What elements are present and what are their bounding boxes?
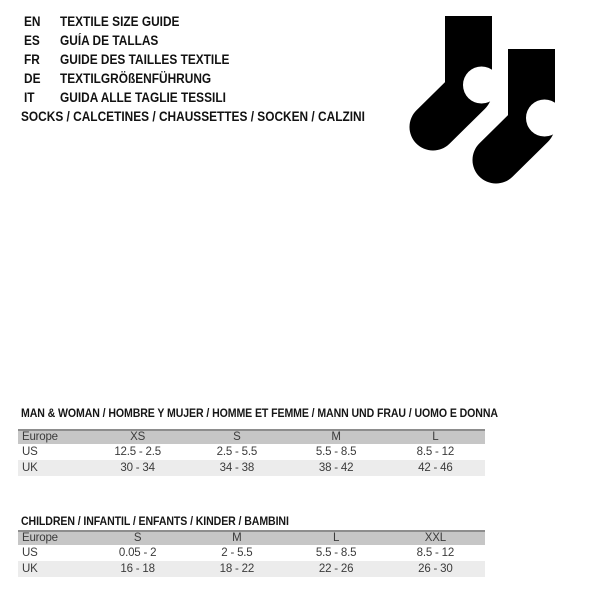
language-code: IT <box>24 90 35 105</box>
language-label: GUIDE DES TAILLES TEXTILE <box>60 52 230 67</box>
table-header-cell: M <box>331 431 341 443</box>
language-label: GUÍA DE TALLAS <box>60 33 159 48</box>
language-code: ES <box>24 33 40 48</box>
socks-icon <box>400 8 565 188</box>
language-code: EN <box>24 14 41 29</box>
size-value-cell: 34 - 38 <box>219 461 255 474</box>
row-label-cell: US <box>22 445 38 458</box>
size-value-cell: 42 - 46 <box>418 461 453 474</box>
size-value-cell: 2 - 5.5 <box>221 546 253 559</box>
language-row <box>24 69 253 88</box>
table-header-cell: L <box>333 532 340 544</box>
size-value-cell: 5.5 - 8.5 <box>315 546 357 559</box>
table-header-cell: Europe <box>22 431 58 443</box>
language-guide-list <box>24 12 253 107</box>
row-label-cell: US <box>22 546 38 559</box>
table-header-cell: XS <box>130 431 146 443</box>
size-value-cell: 0.05 - 2 <box>118 546 157 559</box>
language-label: GUIDA ALLE TAGLIE TESSILI <box>60 90 226 105</box>
category-title: SOCKS / CALCETINES / CHAUSSETTES / SOCKEN / CALZINI <box>21 109 365 124</box>
size-value-cell: 12.5 - 2.5 <box>114 445 161 458</box>
size-value-cell: 38 - 42 <box>318 461 354 474</box>
size-value-cell: 16 - 18 <box>120 562 155 575</box>
table-header-cell: XXL <box>424 532 446 544</box>
language-code: FR <box>24 52 40 67</box>
table-title-man-woman: MAN & WOMAN / HOMBRE Y MUJER / HOMME ET FEMME / MANN UND FRAU / UOMO E DONNA <box>21 406 498 420</box>
language-code: DE <box>24 71 41 86</box>
language-row <box>24 50 253 69</box>
table-row <box>18 545 485 561</box>
size-value-cell: 5.5 - 8.5 <box>315 445 357 458</box>
sock-back <box>433 16 500 127</box>
language-label: TEXTILE SIZE GUIDE <box>60 14 180 29</box>
size-value-cell: 18 - 22 <box>219 562 255 575</box>
table-header-cell: S <box>233 431 241 443</box>
row-label-cell: UK <box>22 461 38 474</box>
language-row <box>24 31 253 50</box>
size-value-cell: 22 - 26 <box>318 562 354 575</box>
size-value-cell: 8.5 - 12 <box>416 445 455 458</box>
language-label: TEXTILGRÖßENFÜHRUNG <box>60 71 212 86</box>
size-value-cell: 26 - 30 <box>418 562 453 575</box>
table-row <box>18 444 485 460</box>
table-header-cell: M <box>232 532 242 544</box>
table-header-row <box>18 429 485 444</box>
sock-front <box>496 49 563 160</box>
row-label-cell: UK <box>22 562 38 575</box>
language-row <box>24 88 253 107</box>
size-value-cell: 2.5 - 5.5 <box>216 445 258 458</box>
table-header-cell: Europe <box>22 532 58 544</box>
size-value-cell: 8.5 - 12 <box>416 546 455 559</box>
language-row <box>24 12 253 31</box>
size-table-children <box>18 530 485 577</box>
table-header-cell: S <box>133 532 142 544</box>
table-title-children: CHILDREN / INFANTIL / ENFANTS / KINDER / BAMBINI <box>21 514 289 528</box>
size-table-man-woman <box>18 429 485 476</box>
size-value-cell: 30 - 34 <box>120 461 155 474</box>
table-row <box>18 460 485 476</box>
table-row <box>18 561 485 577</box>
table-header-row <box>18 530 485 545</box>
table-header-cell: L <box>432 431 439 443</box>
